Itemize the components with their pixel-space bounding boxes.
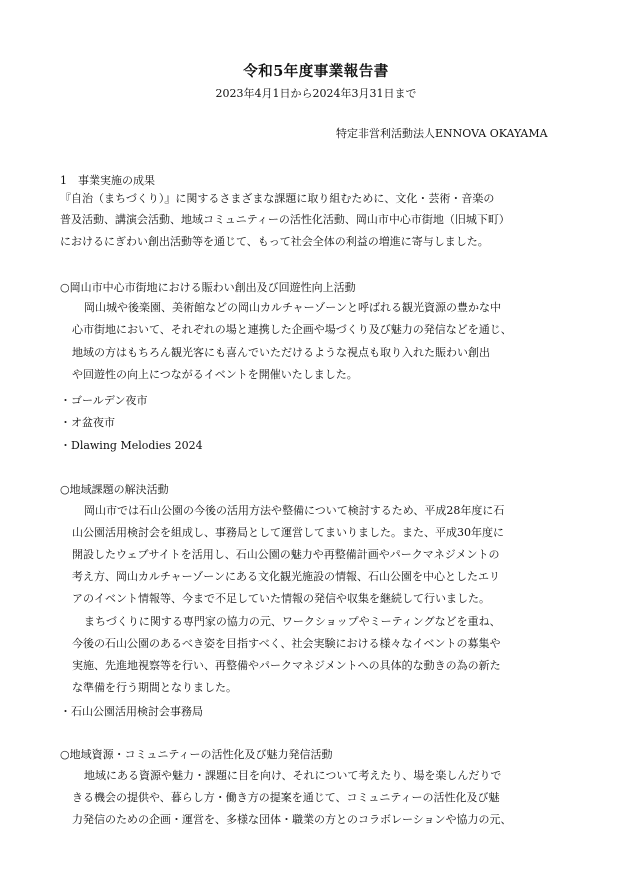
intro-line: におけるにぎわい創出活動等を通じて、もって社会全体の利益の増進に寄与しました。: [60, 235, 489, 248]
section-line: 今後の石山公園のあるべき姿を目指すべく、社会実験における様々なイベントの募集や: [72, 637, 501, 650]
section-line: 心市街地において、それぞれの場と連携した企画や場づくり及び魅力の発信などを通じ、: [72, 323, 512, 336]
section-line: 地域の方はもちろん観光客にも喜んでいただけるような視点も取り入れた賑わい創出: [72, 346, 490, 359]
list-item: ・石山公園活用検討会事務局: [60, 705, 203, 718]
list-item: ・Dlawing Melodies 2024: [60, 439, 203, 452]
section-line: や回遊性の向上につながるイベントを開催いたしました。: [72, 368, 358, 381]
organization-name: 特定非営利活動法人ENNOVA OKAYAMA: [336, 127, 548, 140]
section-line: アのイベント情報等、今まで不足していた情報の発信や収集を継続して行いました。: [72, 592, 490, 605]
section-line: 考え方、岡山カルチャーゾーンにある文化観光施設の情報、石山公園を中心としたエリ: [72, 570, 501, 583]
section-heading: ○地域課題の解決活動: [60, 483, 169, 496]
section-line: きる機会の提供や、暮らし方・働き方の提案を通じて、コミュニティーの活性化及び魅: [72, 791, 500, 804]
list-item: ・オ盆夜市: [60, 416, 115, 429]
section-line: 力発信のための企画・運営を、多様な団体・職業の方とのコラボレーションや協力の元、: [72, 813, 512, 826]
section-line: 岡山市では石山公園の今後の活用方法や整備について検討するため、平成28年度に石: [84, 504, 505, 517]
section-line: 開設したウェブサイトを活用し、石山公園の魅力や再整備計画やパークマネジメントの: [72, 548, 500, 561]
section-line: 地域にある資源や魅力・課題に目を向け、それについて考えたり、場を楽しんだりで: [84, 769, 502, 782]
section-line: まちづくりに関する専門家の協力の元、ワークショップやミーティングなどを重ね、: [84, 615, 501, 628]
section-line: 実施、先進地視察等を行い、再整備やパークマネジメントへの具体的な動きの為の新た: [72, 659, 501, 672]
list-item: ・ゴールデン夜市: [60, 394, 148, 407]
section-heading: ○地域資源・コミュニティーの活性化及び魅力発信活動: [60, 748, 333, 761]
section-line: な準備を行う期間となりました。: [72, 681, 237, 694]
intro-line: 『自治（まちづくり）』に関するさまざまな課題に取り組むために、文化・芸術・音楽の: [60, 192, 495, 205]
intro-line: 普及活動、講演会活動、地域コミュニティーの活性化活動、岡山市中心市街地（旧城下町）: [60, 213, 510, 226]
section-heading: ○岡山市中心市街地における賑わい創出及び回遊性向上活動: [60, 281, 356, 294]
section-heading-results: 1 事業実施の成果: [60, 174, 155, 187]
section-line: 山公園活用検討会を組成し、事務局として運営してまいりました。また、平成30年度に: [72, 526, 504, 539]
report-period: 2023年4月1日から2024年3月31日まで: [215, 87, 417, 100]
section-line: 岡山城や後楽園、美術館などの岡山カルチャーゾーンと呼ばれる観光資源の豊かな中: [84, 301, 502, 314]
page-title: 令和5年度事業報告書: [243, 63, 389, 80]
